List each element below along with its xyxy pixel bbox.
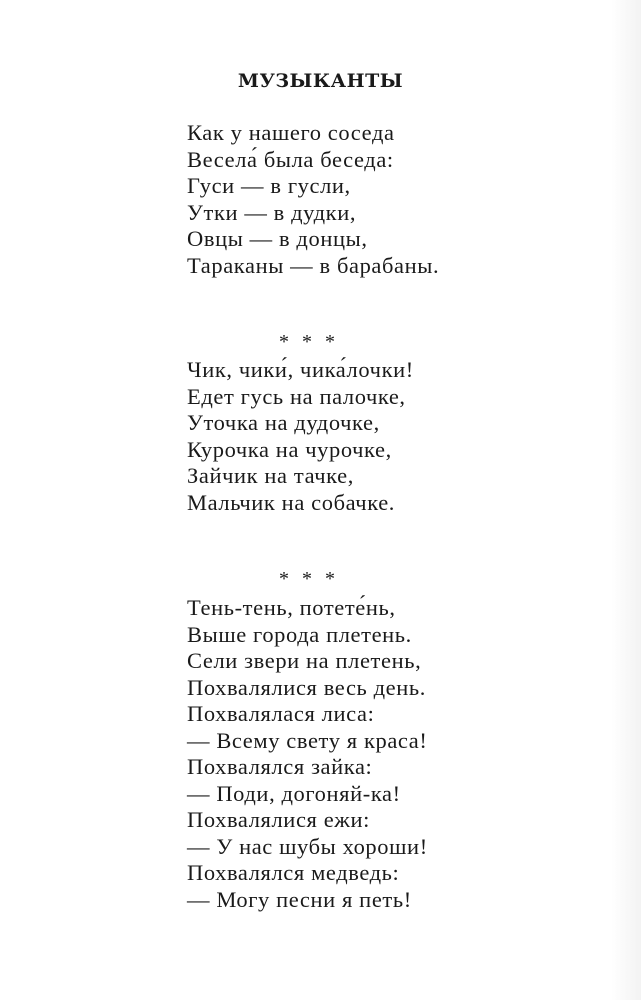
poem-line: Похвалялися ежи: bbox=[187, 807, 370, 832]
poem-line: Весела́ была беседа: bbox=[187, 146, 394, 172]
stanza-3 bbox=[187, 595, 428, 913]
poem-line: Тараканы — в барабаны. bbox=[187, 252, 440, 278]
poem-line: Утки — в дудки, bbox=[187, 199, 357, 225]
stanza-1 bbox=[187, 120, 439, 279]
poem-line: Как у нашего соседа bbox=[187, 120, 395, 145]
poem-line: Похвалялася лиса: bbox=[187, 701, 375, 726]
stanza-separator: * * * bbox=[279, 331, 339, 353]
poem-line: Тень-тень, потете́нь, bbox=[187, 595, 396, 620]
poem-line: Выше города плетень. bbox=[187, 621, 412, 647]
poem-line: Сели звери на плетень, bbox=[187, 648, 422, 673]
poem-line: Гуси — в гусли, bbox=[187, 173, 351, 198]
page-edge-shadow bbox=[611, 0, 641, 1000]
stanza-separator: * * * bbox=[279, 568, 339, 590]
poem-line: Зайчик на тачке, bbox=[187, 463, 354, 488]
poem-line: Похвалялися весь день. bbox=[187, 674, 426, 700]
poem-line: Овцы — в донцы, bbox=[187, 226, 368, 251]
stanza-2 bbox=[187, 357, 414, 516]
poem-line: Курочка на чурочке, bbox=[187, 436, 392, 462]
poem-line: Похвалялся зайка: bbox=[187, 754, 373, 779]
poem-line: — У нас шубы хороши! bbox=[187, 833, 428, 859]
poem-line: Мальчик на собачке. bbox=[187, 489, 396, 515]
poem-line: — Поди, догоняй-ка! bbox=[187, 780, 401, 806]
poem-line: Едет гусь на палочке, bbox=[187, 383, 406, 409]
poem-title: МУЗЫКАНТЫ bbox=[237, 70, 404, 92]
poem-line: Чик, чики́, чика́лочки! bbox=[187, 357, 414, 382]
poem-line: Уточка на дудочке, bbox=[187, 410, 380, 435]
poem-line: — Могу песни я петь! bbox=[187, 886, 412, 912]
poem-line: Похвалялся медведь: bbox=[187, 860, 400, 885]
poem-line: — Всему свету я краса! bbox=[187, 727, 428, 753]
